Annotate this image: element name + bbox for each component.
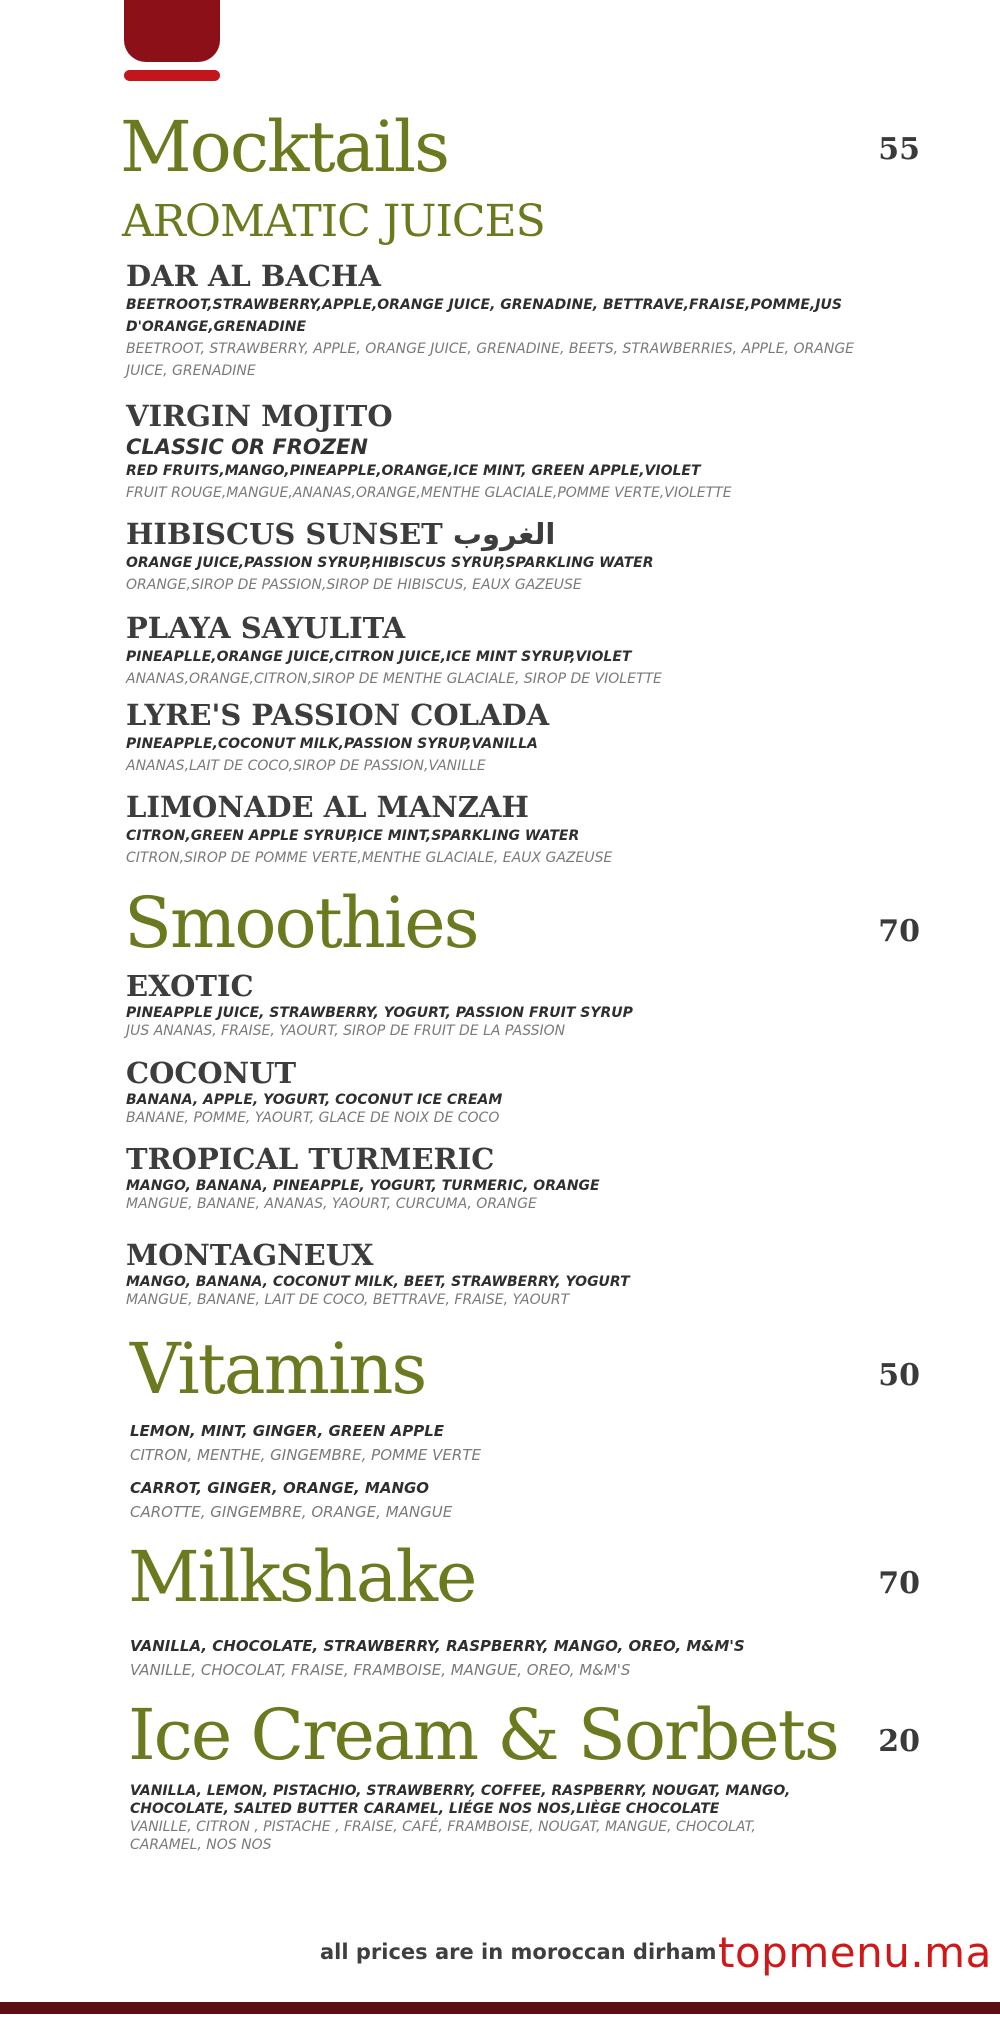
item-name-arabic: الغروب — [452, 517, 556, 551]
vitamin-combo-2 — [130, 1476, 830, 1524]
item-ingredients-fr: MANGUE, BANANE, LAIT DE COCO, BETTRAVE, FRAISE, YAOURT — [126, 1292, 570, 1308]
item-name-latin: HIBISCUS SUNSET — [126, 517, 443, 551]
bottom-bar-decoration — [0, 2002, 1000, 2014]
item-ingredients-fr: ORANGE,SIROP DE PASSION,SIROP DE HIBISCUS, EAUX GAZEUSE — [126, 577, 582, 593]
item-name: EXOTIC — [126, 969, 254, 1003]
section-title-smoothies: Smoothies — [124, 882, 478, 964]
menu-item-tropical-turmeric — [126, 1141, 856, 1213]
item-name: LIMONADE AL MANZAH — [126, 790, 529, 824]
menu-item-exotic — [126, 968, 856, 1040]
item-ingredients-fr: FRUIT ROUGE,MANGUE,ANANAS,ORANGE,MENTHE GLACIALE,POMME VERTE,VIOLETTE — [126, 485, 732, 501]
menu-item-montagneux — [126, 1237, 856, 1309]
menu-item-lyres-passion-colada — [126, 697, 856, 777]
item-ingredients-fr: CITRON,SIROP DE POMME VERTE,MENTHE GLACIALE, EAUX GAZEUSE — [126, 850, 613, 866]
footer-price-note: all prices are in moroccan dirham — [320, 1940, 717, 1964]
item-ingredients-en: RED FRUITS,MANGO,PINEAPPLE,ORANGE,ICE MINT, GREEN APPLE,VIOLET — [126, 463, 701, 479]
item-subtitle: CLASSIC OR FROZEN — [126, 435, 368, 459]
item-name: VIRGIN MOJITO — [126, 399, 393, 433]
menu-item-playa-sayulita — [126, 610, 856, 690]
menu-item-virgin-mojito — [126, 398, 856, 504]
item-name — [126, 516, 856, 552]
menu-item-dar-al-bacha — [126, 258, 856, 382]
menu-item-hibiscus-sunset — [126, 516, 856, 596]
ice-cream-flavors — [130, 1782, 810, 1854]
item-ingredients-en: BEETROOT,STRAWBERRY,APPLE,ORANGE JUICE, GRENADINE, BETTRAVE,FRAISE,POMME,JUS D'ORANGE,GRENADINE — [126, 297, 842, 335]
section-title-vitamins: Vitamins — [130, 1328, 426, 1410]
menu-item-limonade-al-manzah — [126, 789, 856, 869]
milkshake-flavors — [130, 1634, 830, 1682]
item-ingredients-fr: JUS ANANAS, FRAISE, YAOURT, SIROP DE FRUIT DE LA PASSION — [126, 1023, 566, 1039]
price-ice-cream: 20 — [878, 1724, 920, 1759]
item-ingredients-en: ORANGE JUICE,PASSION SYRUP,HIBISCUS SYRUP,SPARKLING WATER — [126, 555, 654, 571]
item-name: PLAYA SAYULITA — [126, 611, 406, 645]
item-ingredients-fr: BEETROOT, STRAWBERRY, APPLE, ORANGE JUICE, GRENADINE, BEETS, STRAWBERRIES, APPLE, ORANGE JUICE, GRENADINE — [126, 341, 855, 379]
item-ingredients-en: MANGO, BANANA, COCONUT MILK, BEET, STRAWBERRY, YOGURT — [126, 1274, 630, 1290]
vitamin-combo-1 — [130, 1419, 830, 1467]
menu-item-coconut — [126, 1055, 856, 1127]
section-title-ice-cream-sorbets: Ice Cream & Sorbets — [128, 1694, 838, 1776]
item-ingredients-en: PINEAPPLE,COCONUT MILK,PASSION SYRUP,VANILLA — [126, 736, 538, 752]
item-name: COCONUT — [126, 1056, 297, 1090]
item-ingredients-fr: MANGUE, BANANE, ANANAS, YAOURT, CURCUMA, ORANGE — [126, 1196, 537, 1212]
item-ingredients-fr: BANANE, POMME, YAOURT, GLACE DE NOIX DE COCO — [126, 1110, 500, 1126]
item-ingredients-en: PINEAPLLE,ORANGE JUICE,CITRON JUICE,ICE MINT SYRUP,VIOLET — [126, 649, 632, 665]
brand-watermark: topmenu.ma — [718, 1928, 992, 1977]
item-ingredients-fr: ANANAS,ORANGE,CITRON,SIROP DE MENTHE GLACIALE, SIROP DE VIOLETTE — [126, 671, 662, 687]
price-milkshake: 70 — [878, 1566, 920, 1601]
item-name: MONTAGNEUX — [126, 1238, 374, 1272]
item-ingredients-fr: VANILLE, CITRON , PISTACHE , FRAISE, CAFÉ, FRAMBOISE, NOUGAT, MANGUE, CHOCOLAT, CARAMEL, NOS NOS — [130, 1819, 756, 1853]
item-name: LYRE'S PASSION COLADA — [126, 698, 550, 732]
item-name: DAR AL BACHA — [126, 259, 381, 293]
price-mocktails: 55 — [878, 132, 920, 167]
item-ingredients-en: PINEAPPLE JUICE, STRAWBERRY, YOGURT, PASSION FRUIT SYRUP — [126, 1005, 633, 1021]
item-ingredients-fr: CAROTTE, GINGEMBRE, ORANGE, MANGUE — [130, 1503, 453, 1521]
item-ingredients-fr: ANANAS,LAIT DE COCO,SIROP DE PASSION,VANILLE — [126, 758, 486, 774]
item-ingredients-fr: VANILLE, CHOCOLAT, FRAISE, FRAMBOISE, MANGUE, OREO, M&M'S — [130, 1661, 631, 1679]
price-vitamins: 50 — [878, 1358, 920, 1393]
section-title-mocktails: Mocktails — [120, 106, 449, 188]
item-ingredients-en: MANGO, BANANA, PINEAPPLE, YOGURT, TURMERIC, ORANGE — [126, 1178, 600, 1194]
item-ingredients-en: CARROT, GINGER, ORANGE, MANGO — [130, 1479, 430, 1497]
item-name: TROPICAL TURMERIC — [126, 1142, 495, 1176]
item-ingredients-fr: CITRON, MENTHE, GINGEMBRE, POMME VERTE — [130, 1446, 481, 1464]
item-ingredients-en: BANANA, APPLE, YOGURT, COCONUT ICE CREAM — [126, 1092, 503, 1108]
section-title-milkshake: Milkshake — [128, 1536, 476, 1618]
item-ingredients-en: CITRON,GREEN APPLE SYRUP,ICE MINT,SPARKLING WATER — [126, 828, 580, 844]
item-ingredients-en: LEMON, MINT, GINGER, GREEN APPLE — [130, 1422, 445, 1440]
header-tab-decoration — [124, 0, 220, 62]
subtitle-aromatic-juices: AROMATIC JUICES — [122, 196, 545, 247]
price-smoothies: 70 — [878, 914, 920, 949]
item-ingredients-en: VANILLA, CHOCOLATE, STRAWBERRY, RASPBERRY, MANGO, OREO, M&M'S — [130, 1637, 745, 1655]
header-tab-underline — [124, 70, 220, 81]
item-ingredients-en: VANILLA, LEMON, PISTACHIO, STRAWBERRY, COFFEE, RASPBERRY, NOUGAT, MANGO, CHOCOLATE, SALTED BUTTER CARAMEL, LIÉGE NOS NOS,LIÈGE CHOCOLATE — [130, 1783, 791, 1817]
